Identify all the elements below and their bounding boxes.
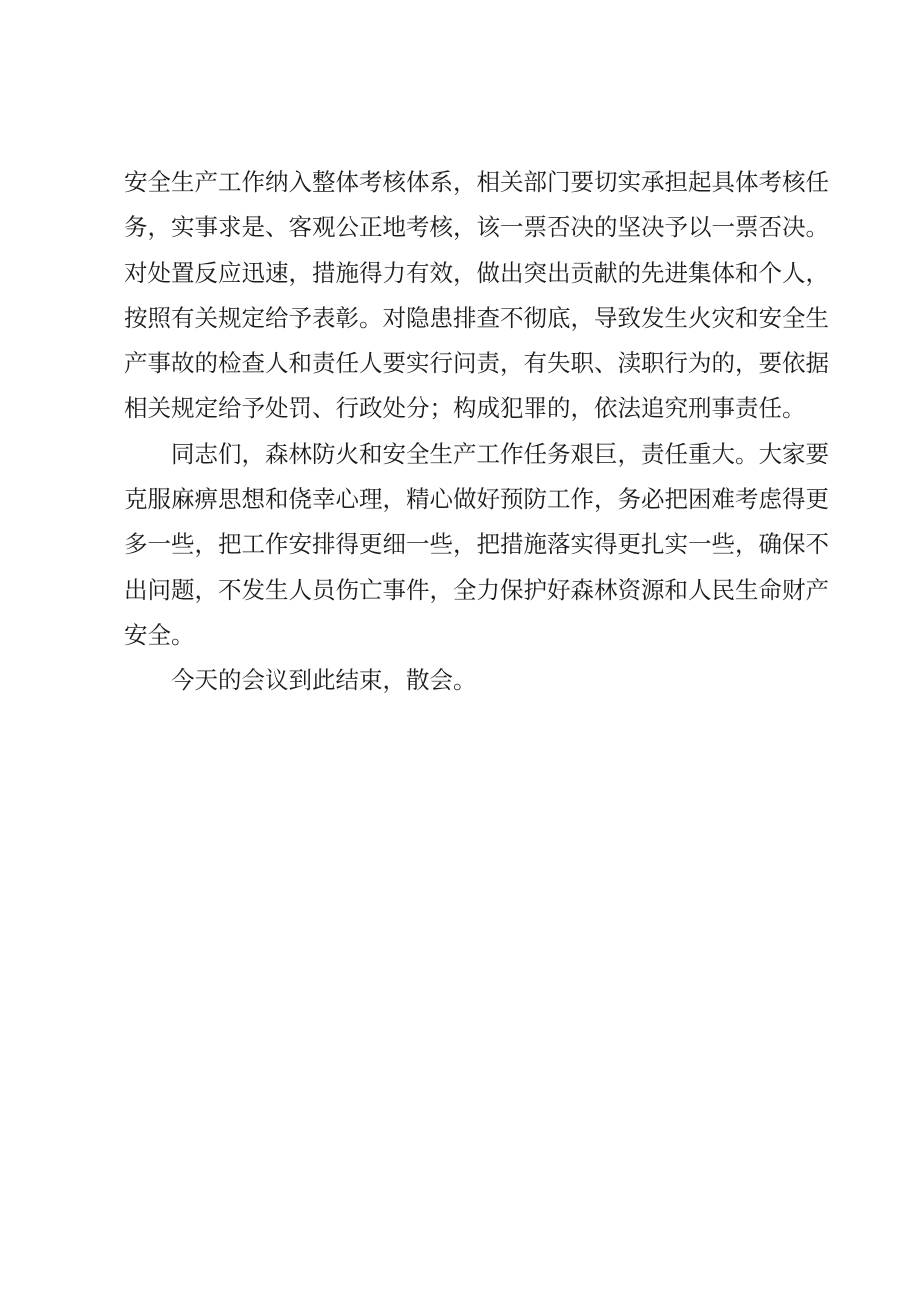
paragraph-line: 相关规定给予处罚、行政处分；构成犯罪的，依法追究刑事责任。 — [124, 394, 806, 423]
paragraph-line: 出问题，不发生人员伤亡事件，全力保护好森林资源和人民生命财产 — [124, 575, 829, 604]
document-body — [124, 160, 829, 704]
paragraph-3 — [124, 658, 814, 703]
paragraph-line: 今天的会议到此结束，散会。 — [171, 666, 477, 695]
paragraph-line: 产事故的检查人和责任人要实行问责，有失职、渎职行为的，要依据 — [124, 349, 829, 378]
paragraph-1 — [124, 160, 829, 432]
paragraph-line: 对处置反应迅速，措施得力有效，做出突出贡献的先进集体和个人， — [124, 258, 829, 287]
paragraph-2 — [124, 432, 829, 658]
paragraph-line: 务，实事求是、客观公正地考核，该一票否决的坚决予以一票否决。 — [124, 213, 829, 242]
paragraph-line: 同志们，森林防火和安全生产工作任务艰巨，责任重大。大家要 — [171, 439, 829, 468]
paragraph-line: 克服麻痹思想和侥幸心理，精心做好预防工作，务必把困难考虑得更 — [124, 485, 829, 514]
paragraph-line: 按照有关规定给予表彰。对隐患排查不彻底，导致发生火灾和安全生 — [124, 303, 829, 332]
paragraph-line: 安全生产工作纳入整体考核体系，相关部门要切实承担起具体考核任 — [124, 168, 829, 196]
paragraph-line: 安全。 — [124, 620, 195, 649]
paragraph-line: 多一些，把工作安排得更细一些，把措施落实得更扎实一些，确保不 — [124, 530, 829, 559]
